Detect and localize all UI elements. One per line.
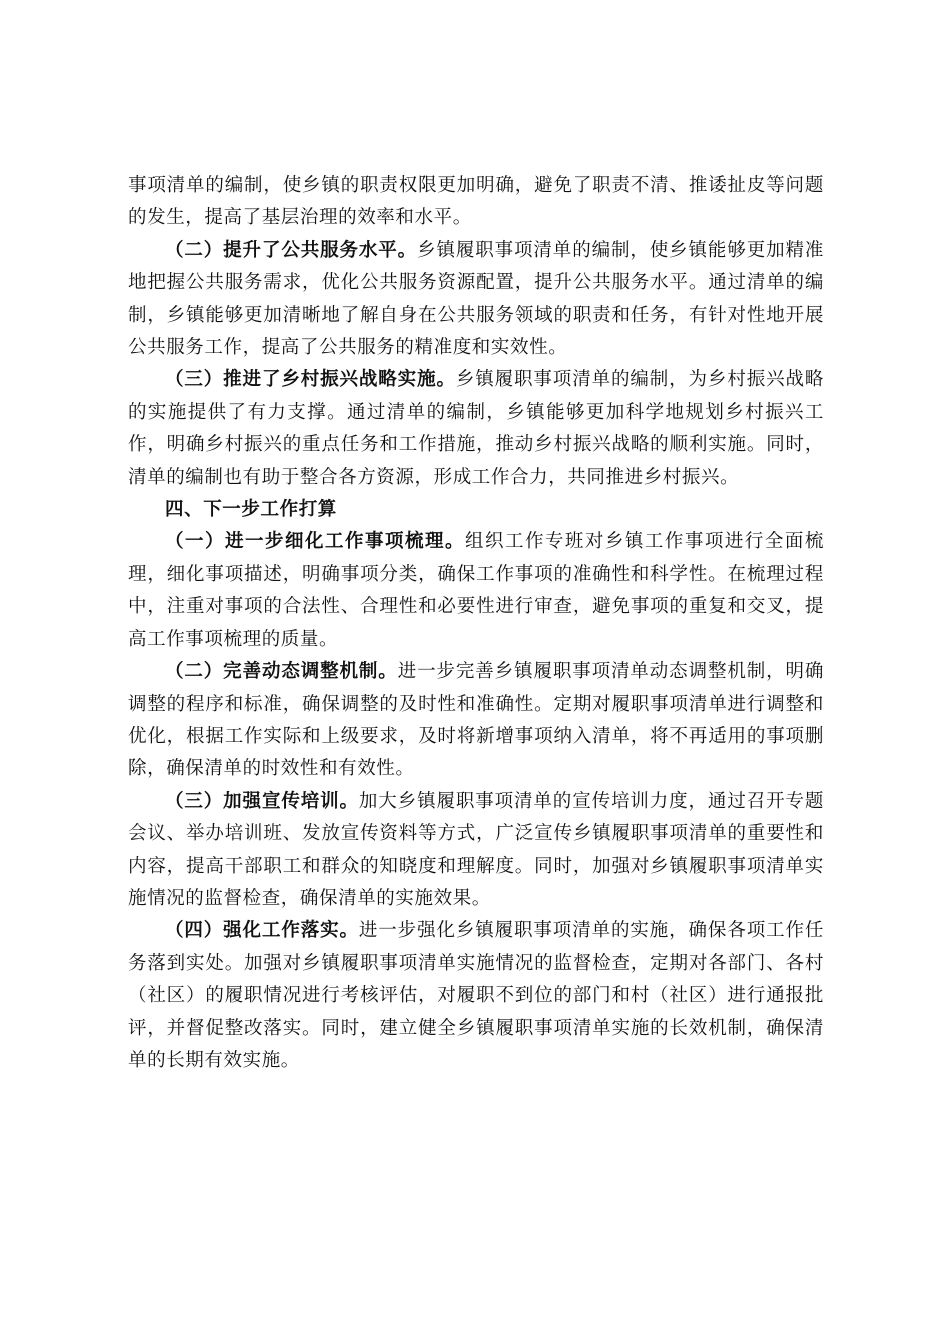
paragraph-lead: （二）提升了公共服务水平。: [165, 239, 418, 261]
paragraph-lead: （三）推进了乡村振兴战略实施。: [165, 369, 456, 391]
paragraph-text: 乡镇履职事项清单的编制，为乡村振兴战略的实施提供了有力支撑。通过清单的编制，乡镇能够更加科学地规划乡村振兴工作，明确乡村振兴的重点任务和工作措施，推动乡村振兴战略的顺利实施。同时，清单的编制也有助于整合各方资源，形成工作合力，共同推进乡村振兴。: [128, 369, 824, 488]
paragraph-publicity-training: [128, 786, 824, 916]
paragraph-text: 组织工作专班对乡镇工作事项进行全面梳理，细化事项描述，明确事项分类，确保工作事项的准确性和科学性。在梳理过程中，注重对事项的合法性、合理性和必要性进行审查，避免事项的重复和交叉，提高工作事项梳理的质量。: [128, 531, 824, 650]
paragraph-text: 进一步强化乡镇履职事项清单的实施，确保各项工作任务落到实处。加强对乡镇履职事项清单实施情况的监督检查，定期对各部门、各村（社区）的履职情况进行考核评估，对履职不到位的部门和村（社区）进行通报批评，并督促整改落实。同时，建立健全乡镇履职事项清单实施的长效机制，确保清单的长期有效实施。: [128, 920, 824, 1071]
paragraph-lead: （四）强化工作落实。: [165, 920, 359, 942]
paragraph-refine-items: [128, 526, 824, 656]
section-heading-text: 四、下一步工作打算: [165, 499, 337, 521]
paragraph-lead: （三）加强宣传培训。: [165, 790, 359, 812]
paragraph-text: 乡镇履职事项清单的编制，使乡镇能够更加精准地把握公共服务需求，优化公共服务资源配置，提升公共服务水平。通过清单的编制，乡镇能够更加清晰地了解自身在公共服务领域的职责和任务，有针对性地开展公共服务工作，提高了公共服务的精准度和实效性。: [128, 239, 824, 359]
paragraph-text: 加大乡镇履职事项清单的宣传培训力度，通过召开专题会议、举办培训班、发放宣传资料等方式，广泛宣传乡镇履职事项清单的重要性和内容，提高干部职工和群众的知晓度和理解度。同时，加强对乡镇履职事项清单实施情况的监督检查，确保清单的实施效果。: [128, 790, 824, 909]
document-body: [128, 170, 824, 1077]
paragraph-lead: （二）完善动态调整机制。: [165, 661, 398, 683]
paragraph-lead: （一）进一步细化工作事项梳理。: [165, 531, 465, 553]
paragraph-text: 事项清单的编制，使乡镇的职责权限更加明确，避免了职责不清、推诿扯皮等问题的发生，提高了基层治理的效率和水平。: [128, 175, 824, 229]
paragraph-implementation: [128, 915, 824, 1077]
section-heading-next-steps: [128, 494, 824, 526]
paragraph-dynamic-adjustment: [128, 656, 824, 786]
paragraph-rural-revitalization: [128, 364, 824, 494]
paragraph-continuation: [128, 170, 824, 235]
paragraph-public-service: [128, 235, 824, 365]
paragraph-text: 进一步完善乡镇履职事项清单动态调整机制，明确调整的程序和标准，确保调整的及时性和准确性。定期对履职事项清单进行调整和优化，根据工作实际和上级要求，及时将新增事项纳入清单，将不再适用的事项删除，确保清单的时效性和有效性。: [128, 661, 825, 780]
